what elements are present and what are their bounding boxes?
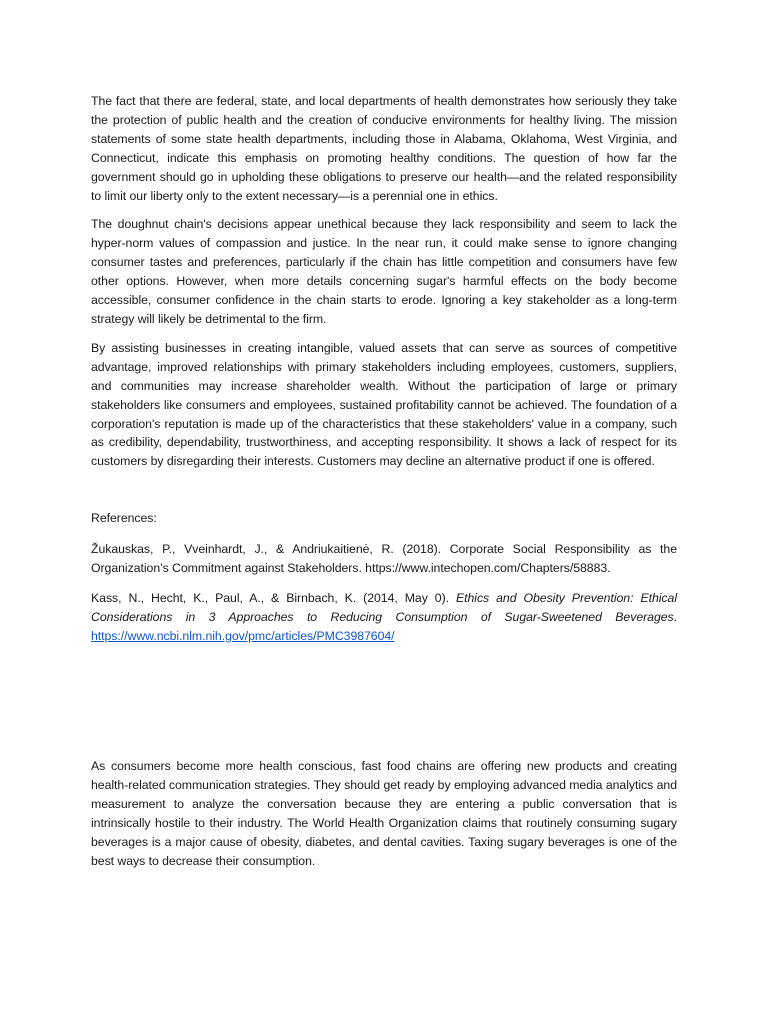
reference-title-end: . — [673, 609, 677, 624]
reference-link[interactable]: https://www.ncbi.nlm.nih.gov/pmc/articles/PMC3987604/ — [91, 628, 395, 643]
closing-section — [91, 757, 677, 870]
document-body — [91, 92, 677, 657]
paragraph-doughnut-chain: The doughnut chain's decisions appear unethical because they lack responsibility and seem to lack the hyper-norm values of compassion and justice. In the near run, it could make sense to ignore changing consumer tastes and preferences, particularly if the chain has little competition and consumers have few other options. However, when more details concerning sugar's harmful effects on the body become accessible, consumer confidence in the chain starts to erode. Ignoring a key stakeholder as a long-term strategy will likely be detrimental to the firm. — [91, 217, 677, 326]
references-heading: References: — [91, 511, 157, 526]
paragraph-fast-food-chains: As consumers become more health conscious, fast food chains are offering new products and creating health-related communication strategies. They should get ready by employing advanced media analytics and measurement to analyze the conversation because they are entering a public conversation that is intrinsically hostile to their industry. The World Health Organization claims that routinely consuming sugary beverages is a major cause of obesity, diabetes, and dental cavities. Taxing sugary beverages is one of the best ways to decrease their consumption. — [91, 759, 677, 868]
reference-authors: Kass, N., Hecht, K., Paul, A., & Birnbach, K. (2014, May 0). — [91, 590, 456, 605]
reference-item: Žukauskas, P., Vveinhardt, J., & Andriukaitienė, R. (2018). Corporate Social Responsibility as the Organization’s Commitment against Stakeholders. https://www.intechopen.com/Chapters/58883. — [91, 542, 677, 576]
paragraph-health-departments: The fact that there are federal, state, and local departments of health demonstrates how seriously they take the protection of public health and the creation of conducive environments for healthy living. The mission statements of some state health departments, including those in Alabama, Oklahoma, West Virginia, and Connecticut, indicate this emphasis on promoting healthy conditions. The question of how far the government should go in upholding these obligations to preserve our health—and the related responsibility to limit our liberty only to the extent necessary—is a perennial one in ethics. — [91, 94, 677, 203]
reference-item — [91, 589, 677, 646]
paragraph-stakeholders: By assisting businesses in creating intangible, valued assets that can serve as sources of competitive advantage, improved relationships with primary stakeholders including employees, customers, suppliers, and communities may increase shareholder wealth. Without the participation of large or primary stakeholders like consumers and employees, sustained profitability cannot be achieved. The foundation of a corporation's reputation is made up of the characteristics that these stakeholders' value in a company, such as credibility, dependability, trustworthiness, and accepting responsibility. It shows a lack of respect for its customers by disregarding their interests. Customers may decline an alternative product if one is offered. — [91, 340, 677, 469]
reference-title: Ethics and Obesity Prevention: Ethical Considerations in 3 Approaches to Reducing Consumption of Sugar-Sweetened Beverages — [91, 590, 677, 624]
